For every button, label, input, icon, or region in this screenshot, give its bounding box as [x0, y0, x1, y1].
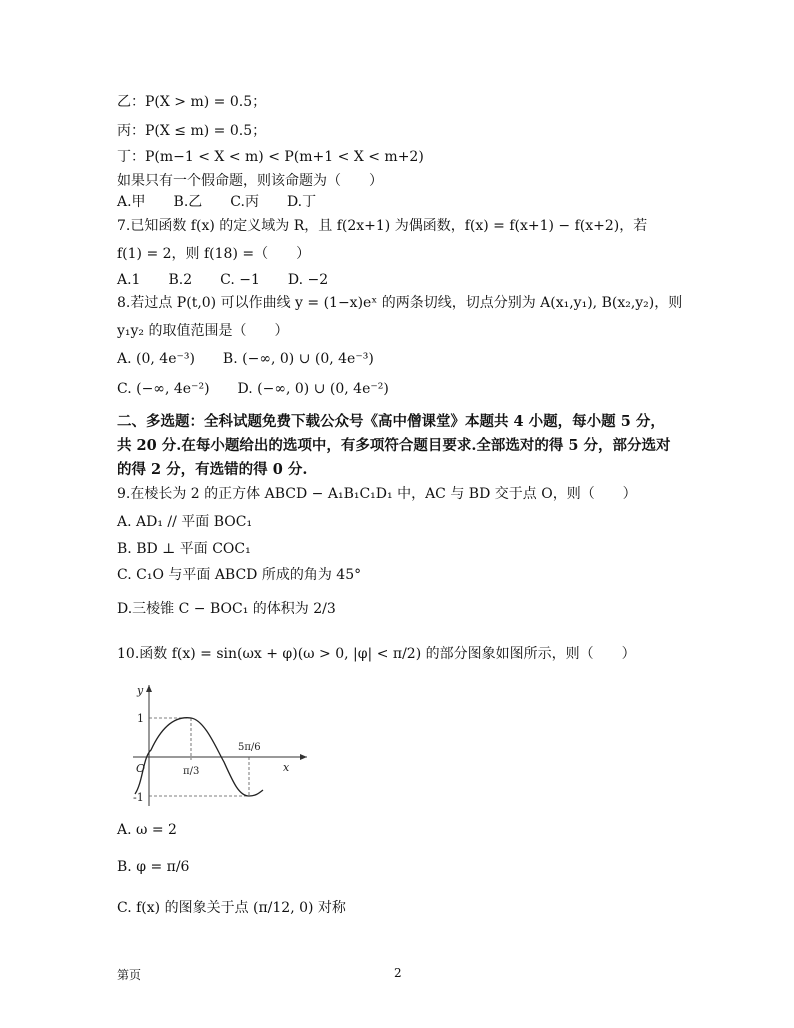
y-axis-arrow	[146, 685, 152, 692]
q9-option-d: D.三棱锥 C − BOC₁ 的体积为 2/3	[117, 601, 336, 617]
x-tick-5pi6: 5π/6	[238, 742, 261, 753]
y-max-label: 1	[137, 712, 144, 725]
q7-stem-cont: f(1) = 2，则 f(18) =（ ）	[117, 246, 311, 262]
q9-option-b: B. BD ⊥ 平面 COC₁	[117, 541, 251, 557]
y-axis-label: y	[137, 684, 144, 697]
q10-stem: 10.函数 f(x) = sin(ωx + φ)(ω > 0, |φ| < π/2) 的部分图象如图所示，则（ ）	[117, 646, 636, 662]
origin-label: O	[136, 762, 146, 775]
line-yi: 乙：P(X > m) = 0.5；	[117, 94, 267, 110]
section-heading: 二、多选题：全科试题免费下载公众号《高中僧课堂》本题共 4 小题，每小题 5 分，共 20 分.在每小题给出的选项中，有多项符合题目要求.全部选对的得 5 分，部分选对的得 2 分，有选错的得 0 分.	[117, 413, 671, 478]
q8-options-ab: A. (0, 4e⁻³) B. (−∞, 0) ∪ (0, 4e⁻³)	[117, 351, 374, 367]
y-min-label: -1	[133, 791, 144, 804]
q9-option-c: C. C₁O 与平面 ABCD 所成的角为 45°	[117, 567, 362, 583]
line-bing: 丙：P(X ≤ m) = 0.5；	[117, 123, 267, 139]
x-axis-label: x	[283, 761, 290, 774]
q9-stem: 9.在棱长为 2 的正方体 ABCD − A₁B₁C₁D₁ 中，AC 与 BD 交于点 O，则（ ）	[117, 486, 637, 502]
q7-stem: 7.已知函数 f(x) 的定义域为 R，且 f(2x+1) 为偶函数，f(x) = f(x+1) − f(x+2)，若	[117, 218, 648, 234]
q6-prompt: 如果只有一个假命题，则该命题为（ ）	[117, 173, 383, 189]
q8-stem: 8.若过点 P(t,0) 可以作曲线 y = (1−x)eˣ 的两条切线，切点分别为 A(x₁,y₁), B(x₂,y₂)，则	[117, 295, 683, 311]
q8-stem-cont: y₁y₂ 的取值范围是（ ）	[117, 323, 289, 339]
line-ding: 丁：P(m−1 < X < m) < P(m+1 < X < m+2)	[117, 149, 424, 165]
page-number: 2	[394, 966, 402, 980]
q7-options: A.1 B.2 C. −1 D. −2	[117, 272, 329, 288]
q10-option-a: A. ω = 2	[117, 822, 177, 838]
q8-options-cd: C. (−∞, 4e⁻²) D. (−∞, 0) ∪ (0, 4e⁻²)	[117, 381, 389, 397]
q10-option-b: B. φ = π/6	[117, 859, 190, 875]
x-axis-arrow	[300, 754, 307, 760]
q9-option-a: A. AD₁ // 平面 BOC₁	[117, 514, 253, 530]
sine-graph-figure	[125, 682, 310, 808]
q10-option-c: C. f(x) 的图象关于点 (π/12, 0) 对称	[117, 900, 346, 916]
q6-options: A.甲 B.乙 C.丙 D.丁	[117, 194, 317, 210]
x-tick-pi3: π/3	[183, 766, 200, 777]
footer-left: 第页	[117, 968, 142, 982]
